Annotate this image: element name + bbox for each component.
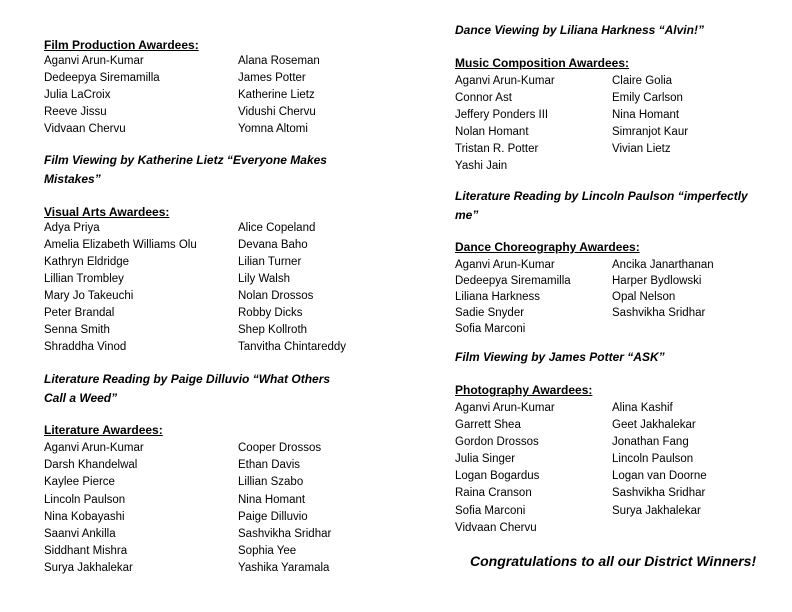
name-item: Julia Singer	[455, 453, 516, 466]
name-item: Aganvi Arun-Kumar	[455, 75, 555, 87]
visual-arts-names-col1	[44, 220, 197, 356]
name-item: Shep Kollroth	[238, 324, 308, 336]
name-item: Adya Priya	[44, 222, 100, 234]
name-item: Lincoln Paulson	[44, 493, 126, 506]
name-item: Mary Jo Takeuchi	[44, 290, 134, 302]
name-item: Kaylee Pierce	[44, 476, 115, 489]
name-item: Katherine Lietz	[238, 89, 315, 101]
name-item: Yomna Altomi	[238, 123, 308, 135]
name-item: Nolan Homant	[455, 126, 529, 138]
photography-names-col1	[455, 400, 555, 537]
name-item: Sashvikha Sridhar	[612, 307, 706, 319]
music-composition-names-col2	[612, 73, 688, 158]
name-item: Tanvitha Chintareddy	[238, 341, 347, 353]
photography-heading: Photography Awardees:	[455, 383, 593, 397]
literature-heading: Literature Awardees:	[44, 423, 163, 437]
photography-names	[455, 400, 775, 538]
film-viewing-event-right: Film Viewing by James Potter “ASK”	[455, 350, 665, 364]
dance-choreography-section	[455, 239, 775, 337]
film-production-names	[44, 53, 374, 138]
dance-choreography-heading: Dance Choreography Awardees:	[455, 240, 640, 254]
visual-arts-heading: Visual Arts Awardees:	[44, 205, 170, 219]
name-item: Dedeepya Siremamilla	[455, 275, 571, 287]
name-item: Harper Bydlowski	[612, 275, 702, 287]
name-item: Yashika Yaramala	[238, 562, 330, 575]
name-item: Sadie Snyder	[455, 307, 525, 319]
name-item: Connor Ast	[455, 92, 512, 104]
name-item: Vidvaan Chervu	[455, 521, 537, 534]
name-item: Nina Homant	[612, 109, 680, 121]
name-item: Simranjot Kaur	[612, 126, 689, 138]
name-item: Nolan Drossos	[238, 290, 314, 302]
music-composition-names	[455, 73, 775, 175]
name-item: Surya Jakhalekar	[612, 504, 701, 517]
name-item: Lincoln Paulson	[612, 453, 694, 466]
name-item: Nina Homant	[238, 493, 306, 506]
name-item: Logan Bogardus	[455, 470, 540, 483]
name-item: Raina Cranson	[455, 487, 532, 500]
name-item: Jeffery Ponders III	[455, 109, 549, 121]
music-composition-names-col1	[455, 73, 555, 175]
name-item: Lilian Turner	[238, 256, 302, 268]
congratulations-message: Congratulations to all our District Winners!	[470, 553, 757, 569]
dance-choreography-names-col2	[612, 257, 714, 321]
name-item: Paige Dilluvio	[238, 510, 308, 523]
name-item: Tristan R. Potter	[455, 143, 539, 155]
name-item: Peter Brandal	[44, 307, 115, 319]
name-item: Liliana Harkness	[455, 291, 541, 303]
name-item: Geet Jakhalekar	[612, 419, 696, 432]
name-item: Darsh Khandelwal	[44, 459, 138, 472]
name-item: Surya Jakhalekar	[44, 562, 133, 575]
name-item: Cooper Drossos	[238, 442, 322, 454]
film-viewing-event: Film Viewing by Katherine Lietz “Everyone Makes Mistakes”	[44, 153, 327, 186]
name-item: Emily Carlson	[612, 92, 683, 104]
name-item: Sophia Yee	[238, 545, 297, 558]
film-production-names-col1	[44, 53, 160, 138]
name-item: Logan van Doorne	[612, 470, 707, 483]
literature-names	[44, 440, 374, 584]
visual-arts-names	[44, 220, 374, 356]
name-item: Sashvikha Sridhar	[238, 528, 332, 541]
name-item: Opal Nelson	[612, 291, 676, 303]
literature-names-col2	[238, 440, 331, 578]
name-item: Robby Dicks	[238, 307, 303, 319]
name-item: Aganvi Arun-Kumar	[44, 55, 144, 67]
name-item: Vidvaan Chervu	[44, 123, 126, 135]
name-item: Jonathan Fang	[612, 436, 689, 449]
name-item: Saanvi Ankilla	[44, 528, 116, 541]
name-item: Aganvi Arun-Kumar	[455, 402, 555, 414]
name-item: Yashi Jain	[455, 160, 508, 172]
dance-viewing-event: Dance Viewing by Liliana Harkness “Alvin!”	[455, 23, 704, 37]
name-item: Sashvikha Sridhar	[612, 487, 706, 500]
name-item: Dedeepya Siremamilla	[44, 72, 160, 84]
literature-reading-event: Literature Reading by Paige Dilluvio “What Others Call a Weed”	[44, 372, 331, 405]
literature-reading-event-right: Literature Reading by Lincoln Paulson “imperfectly me”	[455, 189, 748, 222]
name-item: Alana Roseman	[238, 55, 320, 67]
name-item: Aganvi Arun-Kumar	[44, 442, 144, 454]
name-item: Sofia Marconi	[455, 323, 526, 335]
music-composition-heading: Music Composition Awardees:	[455, 56, 630, 70]
name-item: Shraddha Vinod	[44, 341, 127, 353]
name-item: Claire Golia	[612, 75, 673, 87]
film-production-heading: Film Production Awardees:	[44, 38, 199, 52]
photography-section	[455, 382, 775, 538]
name-item: Aganvi Arun-Kumar	[455, 259, 555, 271]
name-item: James Potter	[238, 72, 306, 84]
name-item: Julia LaCroix	[44, 89, 111, 101]
name-item: Nina Kobayashi	[44, 510, 125, 523]
name-item: Lillian Szabo	[238, 476, 304, 489]
name-item: Gordon Drossos	[455, 436, 539, 449]
name-item: Siddhant Mishra	[44, 545, 128, 558]
visual-arts-names-col2	[238, 220, 346, 356]
name-item: Vivian Lietz	[612, 143, 671, 155]
name-item: Vidushi Chervu	[238, 106, 316, 118]
literature-names-col1	[44, 440, 144, 578]
dance-choreography-names	[455, 257, 775, 337]
dance-choreography-names-col1	[455, 257, 571, 337]
film-production-section	[44, 37, 374, 138]
name-item: Ethan Davis	[238, 459, 301, 472]
music-composition-section	[455, 55, 775, 175]
literature-section	[44, 422, 374, 584]
name-item: Alice Copeland	[238, 222, 316, 234]
name-item: Ancika Janarthanan	[612, 259, 714, 271]
visual-arts-section	[44, 204, 374, 356]
name-item: Reeve Jissu	[44, 106, 107, 118]
name-item: Alina Kashif	[612, 402, 673, 414]
name-item: Kathryn Eldridge	[44, 256, 130, 268]
photography-names-col2	[612, 400, 707, 520]
name-item: Devana Baho	[238, 239, 308, 251]
name-item: Sofia Marconi	[455, 504, 526, 517]
name-item: Garrett Shea	[455, 419, 521, 432]
name-item: Lillian Trombley	[44, 273, 124, 285]
name-item: Lily Walsh	[238, 273, 290, 285]
name-item: Senna Smith	[44, 324, 110, 336]
name-item: Amelia Elizabeth Williams Olu	[44, 239, 197, 251]
film-production-names-col2	[238, 53, 320, 138]
